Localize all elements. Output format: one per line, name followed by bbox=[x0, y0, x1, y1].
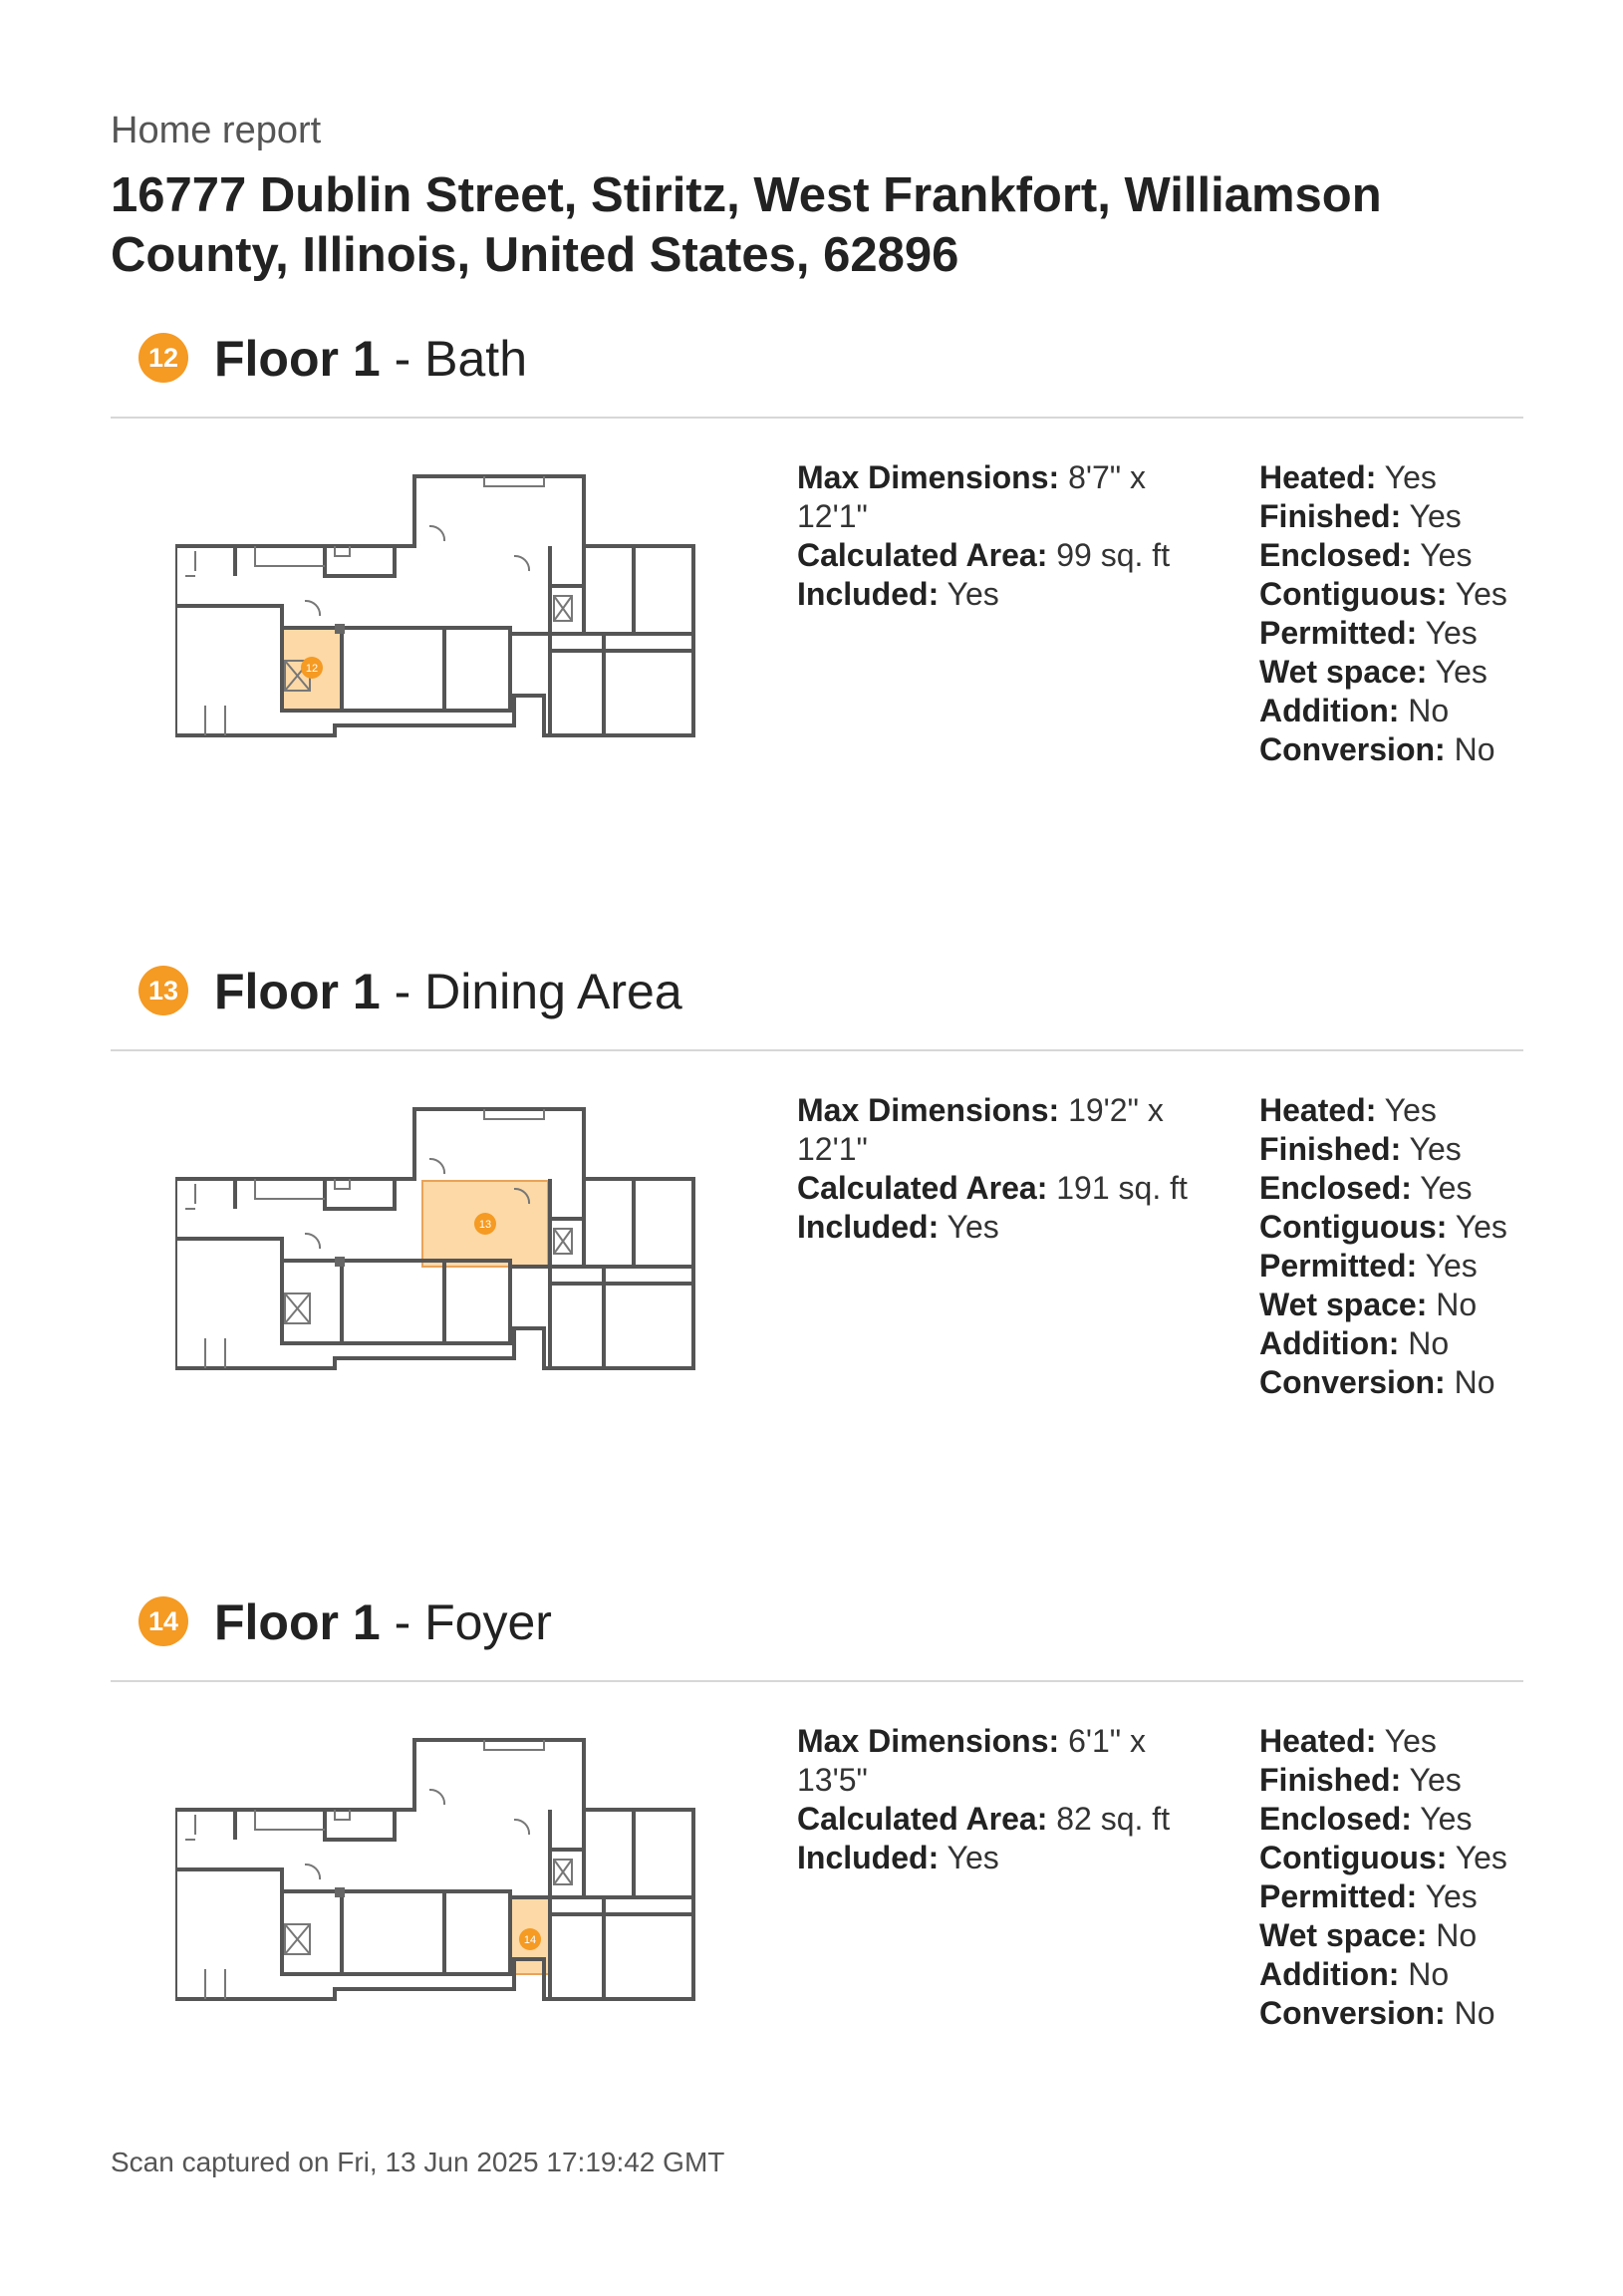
included-label: Included: bbox=[797, 1209, 940, 1245]
max-dimensions-row bbox=[797, 1091, 1216, 1169]
enclosed-value: Yes bbox=[1420, 1170, 1473, 1206]
room-dimensions bbox=[797, 1722, 1216, 1877]
title-separator: - bbox=[394, 331, 425, 387]
finished-value: Yes bbox=[1409, 498, 1462, 534]
contiguous-value: Yes bbox=[1455, 1840, 1507, 1875]
contiguous-label: Contiguous: bbox=[1259, 1840, 1448, 1875]
max-dimensions-row bbox=[797, 458, 1216, 536]
room-header bbox=[111, 1592, 1523, 1682]
calculated-area-label: Calculated Area: bbox=[797, 1801, 1048, 1837]
room-attributes bbox=[1259, 1722, 1518, 2033]
enclosed-value: Yes bbox=[1420, 537, 1473, 573]
addition-row bbox=[1259, 692, 1518, 730]
calculated-area-row bbox=[797, 536, 1216, 575]
contiguous-value: Yes bbox=[1455, 1209, 1507, 1245]
included-label: Included: bbox=[797, 576, 940, 612]
enclosed-row bbox=[1259, 1169, 1518, 1208]
permitted-value: Yes bbox=[1425, 615, 1478, 651]
wet-space-label: Wet space: bbox=[1259, 654, 1428, 690]
wet-space-value: No bbox=[1436, 1287, 1478, 1322]
permitted-row bbox=[1259, 1877, 1518, 1916]
finished-label: Finished: bbox=[1259, 1762, 1402, 1798]
room-title bbox=[214, 1592, 552, 1652]
room-dimensions bbox=[797, 458, 1216, 614]
heated-label: Heated: bbox=[1259, 459, 1377, 495]
finished-label: Finished: bbox=[1259, 498, 1402, 534]
room-floor: Floor 1 bbox=[214, 964, 381, 1019]
enclosed-row bbox=[1259, 1800, 1518, 1839]
wet-space-row bbox=[1259, 653, 1518, 692]
max-dimensions-row bbox=[797, 1722, 1216, 1800]
finished-row bbox=[1259, 1761, 1518, 1800]
addition-label: Addition: bbox=[1259, 1325, 1400, 1361]
finished-row bbox=[1259, 1130, 1518, 1169]
addition-value: No bbox=[1408, 1956, 1450, 1992]
heated-value: Yes bbox=[1384, 1092, 1437, 1128]
enclosed-label: Enclosed: bbox=[1259, 1801, 1412, 1837]
room-attributes bbox=[1259, 1091, 1518, 1402]
wet-space-row bbox=[1259, 1916, 1518, 1955]
room-section bbox=[0, 1592, 1623, 2210]
conversion-row bbox=[1259, 1994, 1518, 2033]
room-attributes bbox=[1259, 458, 1518, 769]
included-row bbox=[797, 575, 1216, 614]
finished-row bbox=[1259, 497, 1518, 536]
room-marker-label: 13 bbox=[478, 1219, 492, 1231]
conversion-label: Conversion: bbox=[1259, 1364, 1446, 1400]
finished-label: Finished: bbox=[1259, 1131, 1402, 1167]
room-section bbox=[0, 329, 1623, 947]
contiguous-row bbox=[1259, 1208, 1518, 1247]
title-separator: - bbox=[394, 1594, 425, 1650]
max-dimensions-value: 6'1" x 13'5" bbox=[797, 1723, 1147, 1798]
max-dimensions-value: 19'2" x 12'1" bbox=[797, 1092, 1164, 1167]
room-name: Foyer bbox=[424, 1594, 552, 1650]
max-dimensions-value: 8'7" x 12'1" bbox=[797, 459, 1147, 534]
conversion-value: No bbox=[1454, 731, 1495, 767]
scan-footer: Scan captured on Fri, 13 Jun 2025 17:19:42 GMT bbox=[111, 2147, 725, 2177]
calculated-area-value: 82 sq. ft bbox=[1056, 1801, 1171, 1837]
wet-space-label: Wet space: bbox=[1259, 1917, 1428, 1953]
contiguous-row bbox=[1259, 575, 1518, 614]
permitted-label: Permitted: bbox=[1259, 1248, 1418, 1284]
max-dimensions-label: Max Dimensions: bbox=[797, 1723, 1060, 1759]
permitted-label: Permitted: bbox=[1259, 615, 1418, 651]
heated-row bbox=[1259, 458, 1518, 497]
room-number-badge: 13 bbox=[138, 966, 188, 1015]
addition-value: No bbox=[1408, 1325, 1450, 1361]
calculated-area-row bbox=[797, 1800, 1216, 1839]
floor-plan bbox=[175, 1079, 703, 1408]
included-row bbox=[797, 1208, 1216, 1247]
heated-row bbox=[1259, 1091, 1518, 1130]
floor-plan bbox=[175, 446, 703, 775]
wet-space-label: Wet space: bbox=[1259, 1287, 1428, 1322]
enclosed-value: Yes bbox=[1420, 1801, 1473, 1837]
conversion-value: No bbox=[1454, 1995, 1495, 2031]
title-separator: - bbox=[394, 964, 425, 1019]
heated-value: Yes bbox=[1384, 1723, 1437, 1759]
room-header bbox=[111, 962, 1523, 1051]
enclosed-label: Enclosed: bbox=[1259, 537, 1412, 573]
room-number-badge: 14 bbox=[138, 1596, 188, 1646]
contiguous-label: Contiguous: bbox=[1259, 576, 1448, 612]
heated-value: Yes bbox=[1384, 459, 1437, 495]
page-label: Home report bbox=[111, 110, 322, 151]
calculated-area-label: Calculated Area: bbox=[797, 1170, 1048, 1206]
wet-space-value: Yes bbox=[1435, 654, 1488, 690]
heated-label: Heated: bbox=[1259, 1092, 1377, 1128]
room-marker-label: 14 bbox=[523, 1934, 537, 1946]
calculated-area-value: 99 sq. ft bbox=[1056, 537, 1171, 573]
permitted-value: Yes bbox=[1425, 1878, 1478, 1914]
room-name: Bath bbox=[424, 331, 527, 387]
room-number-badge: 12 bbox=[138, 333, 188, 383]
conversion-row bbox=[1259, 1363, 1518, 1402]
enclosed-row bbox=[1259, 536, 1518, 575]
calculated-area-label: Calculated Area: bbox=[797, 537, 1048, 573]
conversion-label: Conversion: bbox=[1259, 731, 1446, 767]
included-row bbox=[797, 1839, 1216, 1877]
wet-space-value: No bbox=[1436, 1917, 1478, 1953]
calculated-area-value: 191 sq. ft bbox=[1056, 1170, 1188, 1206]
room-header bbox=[111, 329, 1523, 419]
calculated-area-row bbox=[797, 1169, 1216, 1208]
room-floor: Floor 1 bbox=[214, 331, 381, 387]
floor-plan bbox=[175, 1710, 703, 2039]
addition-label: Addition: bbox=[1259, 693, 1400, 728]
addition-row bbox=[1259, 1324, 1518, 1363]
contiguous-value: Yes bbox=[1455, 576, 1507, 612]
room-title bbox=[214, 962, 682, 1021]
finished-value: Yes bbox=[1409, 1762, 1462, 1798]
permitted-value: Yes bbox=[1425, 1248, 1478, 1284]
property-address: 16777 Dublin Street, Stiritz, West Frankfort, Williamson County, Illinois, United States, 62896 bbox=[111, 168, 1382, 282]
addition-value: No bbox=[1408, 693, 1450, 728]
permitted-row bbox=[1259, 614, 1518, 653]
heated-row bbox=[1259, 1722, 1518, 1761]
conversion-row bbox=[1259, 730, 1518, 769]
included-value: Yes bbox=[947, 576, 999, 612]
addition-row bbox=[1259, 1955, 1518, 1994]
contiguous-label: Contiguous: bbox=[1259, 1209, 1448, 1245]
room-name: Dining Area bbox=[424, 964, 682, 1019]
conversion-value: No bbox=[1454, 1364, 1495, 1400]
room-dimensions bbox=[797, 1091, 1216, 1247]
room-title bbox=[214, 329, 527, 389]
included-value: Yes bbox=[947, 1209, 999, 1245]
conversion-label: Conversion: bbox=[1259, 1995, 1446, 2031]
max-dimensions-label: Max Dimensions: bbox=[797, 1092, 1060, 1128]
finished-value: Yes bbox=[1409, 1131, 1462, 1167]
permitted-label: Permitted: bbox=[1259, 1878, 1418, 1914]
wet-space-row bbox=[1259, 1286, 1518, 1324]
heated-label: Heated: bbox=[1259, 1723, 1377, 1759]
contiguous-row bbox=[1259, 1839, 1518, 1877]
room-section bbox=[0, 962, 1623, 1579]
enclosed-label: Enclosed: bbox=[1259, 1170, 1412, 1206]
included-value: Yes bbox=[947, 1840, 999, 1875]
addition-label: Addition: bbox=[1259, 1956, 1400, 1992]
permitted-row bbox=[1259, 1247, 1518, 1286]
room-floor: Floor 1 bbox=[214, 1594, 381, 1650]
max-dimensions-label: Max Dimensions: bbox=[797, 459, 1060, 495]
room-marker-label: 12 bbox=[305, 663, 319, 675]
included-label: Included: bbox=[797, 1840, 940, 1875]
